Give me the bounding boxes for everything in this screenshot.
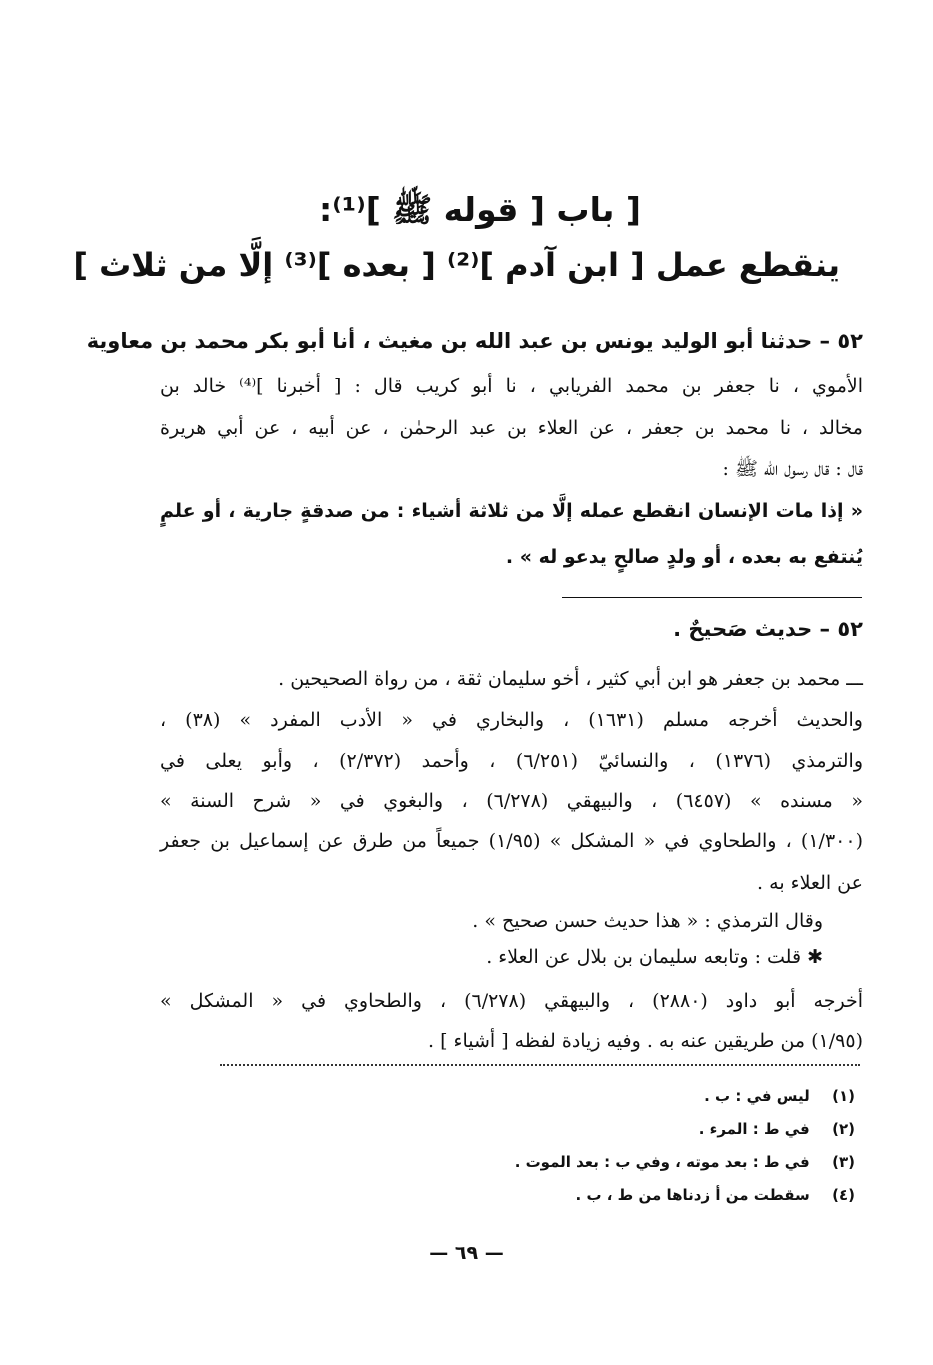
chapter-title-line1: [ باب [ قوله ﷺ ]⁽¹⁾:	[319, 190, 641, 229]
footnote-item	[515, 1150, 855, 1174]
commentary-line: وقال الترمذي : « هذا حديث حسن صحيح » .	[472, 910, 823, 932]
commentary-line: (١/٩٥) من طريقين عنه به . وفيه زيادة لفظه [ أشياء ] .	[428, 1030, 863, 1052]
footnote-text: في ط : بعد موته ، وفي ب : بعد الموت .	[514, 1153, 810, 1171]
commentary-heading: ٥٢ – حديث صَحيحٌ .	[673, 617, 863, 641]
hadith-matn-line: يُنتفع به بعده ، أو ولدٍ صالحٍ يدعو له » .	[505, 546, 863, 568]
section-divider	[562, 597, 862, 598]
footnote-text: ليس في : ب .	[704, 1087, 810, 1105]
footnote-separator	[220, 1064, 860, 1066]
commentary-line: « مسنده » (٦٤٥٧) ، والبيهقي (٦/٢٧٨) ، والبغوي في « شرح السنة »	[160, 790, 863, 812]
hadith-matn-line: « إذا مات الإنسان انقطع عمله إلَّا من ثلاثة أشياء : من صدقةٍ جارية ، أو علمٍ	[160, 500, 863, 522]
hadith-isnad-line: ٥٢ – حدثنا أبو الوليد يونس بن عبد الله بن مغيث ، أنا أبو بكر محمد بن معاوية	[86, 329, 863, 353]
footnote-number: (٢)	[832, 1120, 855, 1138]
commentary-line: عن العلاء به .	[757, 872, 863, 894]
page-number: — ٦٩ —	[429, 1242, 504, 1264]
commentary-line: أخرجه أبو داود (٢٨٨٠) ، والبيهقي (٦/٢٧٨) ، والطحاوي في « المشكل »	[160, 990, 863, 1012]
commentary-line: ✱ قلت : وتابعه سليمان بن بلال عن العلاء .	[486, 946, 823, 968]
footnote-item	[699, 1117, 855, 1141]
footnote-item	[704, 1084, 855, 1108]
chapter-title-line2: ينقطع عمل [ ابن آدم ]⁽²⁾ [ بعده ]⁽³⁾ إلَّا من ثلاث ]	[73, 246, 840, 284]
hadith-isnad-line: مخالد ، نا محمد بن جعفر ، عن العلاء بن عبد الرحمٰن ، عن أبيه ، عن أبي هريرة	[160, 417, 863, 439]
footnote-item	[576, 1183, 855, 1207]
commentary-line: والترمذي (١٣٧٦) ، والنسائيّ (٦/٢٥١) ، وأحمد (٢/٣٧٢) ، وأبو يعلى في	[160, 750, 864, 772]
commentary-line: والحديث أخرجه مسلم (١٦٣١) ، والبخاري في « الأدب المفرد » (٣٨) ،	[160, 709, 863, 731]
commentary-line: (١/٣٠٠) ، والطحاوي في « المشكل » (١/٩٥) جميعاً من طرق عن إسماعيل بن جعفر	[160, 830, 863, 852]
footnote-text: سقطت من أ زدناها من ط ، ب .	[575, 1186, 810, 1204]
footnote-number: (١)	[832, 1087, 855, 1105]
hadith-isnad-line: الأموي ، نا جعفر بن محمد الفريابي ، نا أبو كريب قال : [ أخبرنا ]⁽⁴⁾ خالد بن	[160, 375, 863, 397]
commentary-line: ـــ محمد بن جعفر هو ابن أبي كثير ، أخو سليمان ثقة ، من رواة الصحيحين .	[278, 668, 863, 690]
footnote-number: (٤)	[832, 1186, 855, 1204]
hadith-isnad-line: قال : قال رسول الله ﷺ :	[722, 458, 863, 480]
footnote-number: (٣)	[832, 1153, 855, 1171]
footnote-text: في ط : المرء .	[698, 1120, 810, 1138]
